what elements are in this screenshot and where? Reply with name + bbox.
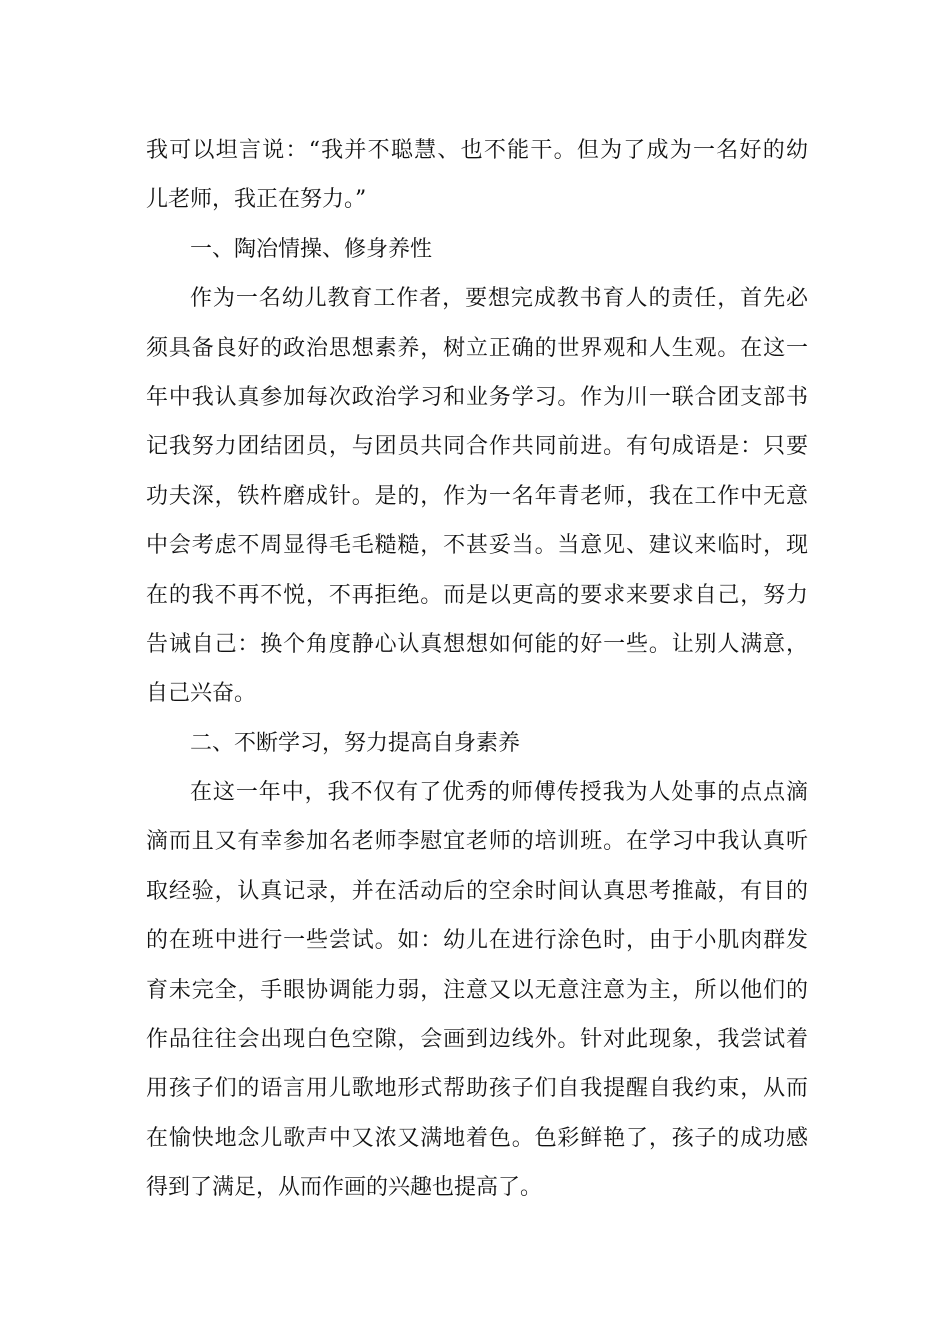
document-body [146, 126, 808, 1213]
text-line: 告诫自己：换个角度静心认真想想如何能的好一些。让别人满意， [146, 631, 808, 657]
text-line: 滴而且又有幸参加名老师李慰宜老师的培训班。在学习中我认真听 [146, 829, 808, 855]
text-line: 儿老师，我正在努力。” [146, 187, 367, 213]
text-line: 的在班中进行一些尝试。如：幼儿在进行涂色时，由于小肌肉群发 [146, 928, 808, 954]
text-line: 作品往往会出现白色空隙，会画到边线外。针对此现象，我尝试着 [146, 1027, 808, 1053]
text-line: 自己兴奋。 [146, 681, 257, 707]
text-line: 取经验，认真记录，并在活动后的空余时间认真思考推敲，有目的 [146, 878, 808, 904]
text-line: 中会考虑不周显得毛毛糙糙，不甚妥当。当意见、建议来临时，现 [146, 533, 808, 559]
text-line: 一、陶冶情操、修身养性 [190, 236, 433, 262]
text-line: 育未完全，手眼协调能力弱，注意又以无意注意为主，所以他们的 [146, 977, 808, 1003]
text-line: 在这一年中，我不仅有了优秀的师傅传授我为人处事的点点滴 [190, 780, 808, 806]
text-line: 在愉快地念儿歌声中又浓又满地着色。色彩鲜艳了，孩子的成功感 [146, 1125, 808, 1151]
text-line: 功夫深，铁杵磨成针。是的，作为一名年青老师，我在工作中无意 [146, 483, 808, 509]
text-line: 记我努力团结团员，与团员共同合作共同前进。有句成语是：只要 [146, 434, 808, 460]
text-line: 用孩子们的语言用儿歌地形式帮助孩子们自我提醒自我约束，从而 [146, 1076, 808, 1102]
text-line: 作为一名幼儿教育工作者，要想完成教书育人的责任，首先必 [190, 286, 808, 312]
text-line: 须具备良好的政治思想素养，树立正确的世界观和人生观。在这一 [146, 335, 808, 361]
text-line: 我可以坦言说：“我并不聪慧、也不能干。但为了成为一名好的幼 [146, 138, 808, 163]
text-line: 得到了满足，从而作画的兴趣也提高了。 [146, 1175, 543, 1201]
text-line: 年中我认真参加每次政治学习和业务学习。作为川一联合团支部书 [146, 384, 808, 410]
text-line: 二、不断学习，努力提高自身素养 [190, 730, 521, 756]
text-line: 在的我不再不悦，不再拒绝。而是以更高的要求来要求自己，努力 [146, 582, 808, 608]
